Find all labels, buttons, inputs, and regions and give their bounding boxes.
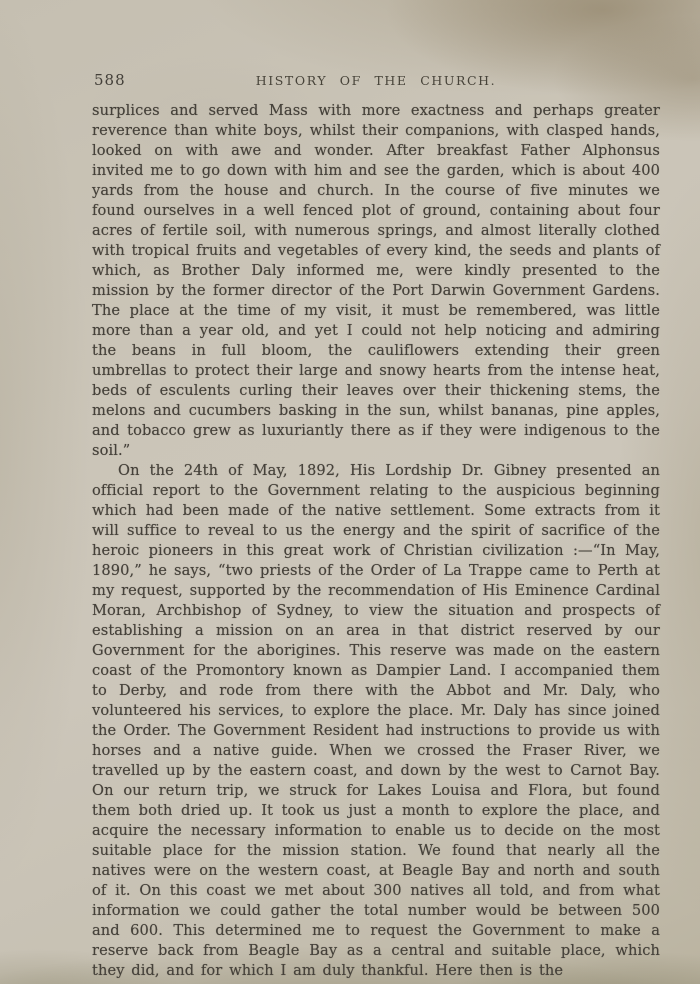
paragraph-continued: surplices and served Mass with more exactness and perhaps greater reverence than white boys, whilst their companions, with clasped hands, looked on with awe and wonder. After breakfast Father Alphonsus invited me to go down with him and see the garden, which is about 400 yards from the house and church. In the course of five minutes we found ourselves in a well fenced plot of ground, containing about four acres of fertile soil, with numerous springs, and almost literally clothed with tropical fruits and vegetables of every kind, the seeds and plants of which, as Brother Daly informed me, were kindly presented to the mission by the former director of the Port Darwin Government Gardens. The place at the time of my visit, it must be remembered, was little more than a year old, and yet I could not help noticing and admiring the beans in full bloom, the cauliflowers extending their green umbrellas to protect their large and snowy hearts from the intense heat, beds of esculents curling their leaves over their thickening stems, the melons and cucumbers basking in the sun, whilst bananas, pine apples, and tobacco grew as luxuriantly there as if they were indigenous to the soil.” (92, 102, 660, 459)
page-text (92, 101, 660, 981)
paragraph-report: On the 24th of May, 1892, His Lordship Dr. Gibney presented an official report to the Government relating to the auspicious beginning which had been made of the native settlement. Some extracts from it will suffice to reveal to us the energy and the spirit of sacrifice of the heroic pioneers in this great work of Christian civilization :—“In May, 1890,” he says, “two priests of the Order of La Trappe came to Perth at my request, supported by the recommendation of His Eminence Cardinal Moran, Archbishop of Sydney, to view the situation and prospects of establishing a mission on an area in that district reserved by our Government for the aborigines. This reserve was made on the eastern coast of the Promontory known as Dampier Land. I accompanied them to Derby, and rode from there with the Abbot and Mr. Daly, who volunteered his services, to explore the place. Mr. Daly has since joined the Order. The Government Resident had instructions to provide us with horses and a native guide. When we crossed the Fraser River, we travelled up by the eastern coast, and down by the west to Carnot Bay. On our return trip, we struck for Lakes Louisa and Flora, but found them both dried up. It took us just a month to explore the place, and acquire the necessary information to enable us to decide on the most suitable place for the mission station. We found that nearly all the natives were on the western coast, at Beagle Bay and north and south of it. On this coast we met about 300 natives all told, and from what information we could gather the total number would be between 500 and 600. This determined me to request the Government to make a reserve back from Beagle Bay as a central and suitable place, which they did, and for which I am duly thankful. Here then is the (92, 462, 660, 979)
running-header (92, 71, 660, 91)
running-title: HISTORY OF THE CHURCH. (255, 73, 497, 88)
page-number: 588 (94, 71, 126, 89)
